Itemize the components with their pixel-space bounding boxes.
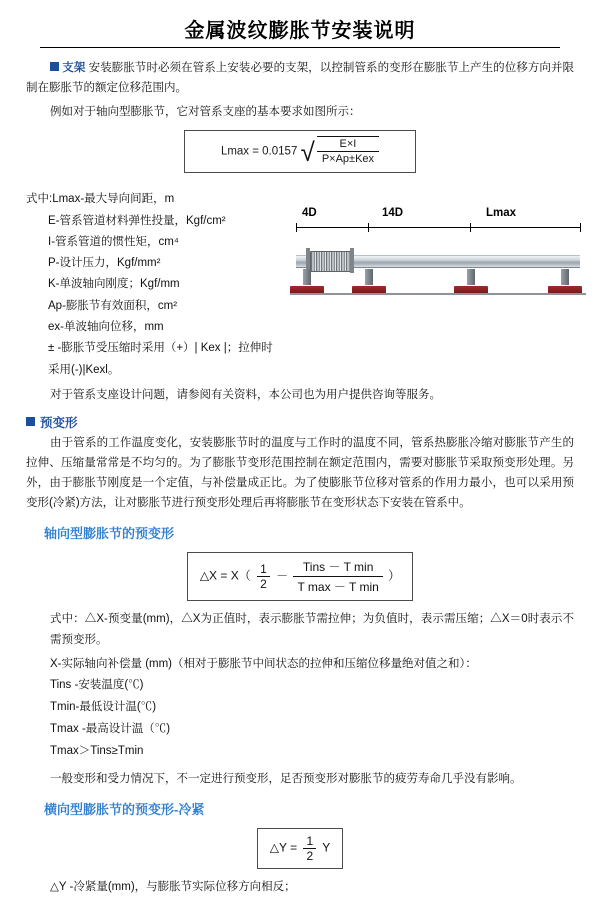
- axial-formula-half: [257, 562, 270, 591]
- legend-row: 式中:Lmax-最大导向间距，m: [26, 193, 175, 206]
- lmax-formula-box: [184, 130, 416, 173]
- axial-note-item: Tins -安装温度(℃): [50, 679, 144, 692]
- axial-half-denominator: 2: [260, 577, 267, 592]
- lmax-formula-lhs: Lmax = 0.0157: [220, 145, 298, 158]
- support-stem: [467, 269, 475, 285]
- axial-note-item: Tmax＞Tins≥Tmin: [50, 745, 144, 758]
- predeform-paragraph: 由于管系的工作温度变化，安装膨胀节时的温度与工作时的温度不同，管系热膨胀冷缩对膨胀节产生的拉伸、压缩量常常是不均匀的。为了膨胀节变形范围控制在额定范围内，需要对膨胀节采取预变形处理。另外，由于膨胀节刚度是一个定值，与补偿量成正比。为了使膨胀节位移对管系的作用力最小，也可以采用预变形(冷紧)方法，让对膨胀节进行预变形处理后再将膨胀节在变形状态下安装在管系中。: [26, 436, 574, 510]
- pipe-support: [454, 269, 488, 295]
- ground-line: [290, 293, 586, 295]
- lmax-formula-fraction: [317, 136, 379, 165]
- lateral-predeform-subhead: 横向型膨胀节的预变形-冷紧: [44, 801, 205, 817]
- axial-formula-box: [187, 552, 413, 601]
- legend-row: E-管系管道材料弹性投量，Kgf/cm²: [48, 214, 226, 227]
- support-stem: [561, 269, 569, 285]
- support-section-heading: 支架: [62, 62, 86, 74]
- axial-temp-numerator: Tins － T min: [293, 558, 382, 577]
- axial-note-item: Tmax -最高设计温（℃): [50, 723, 171, 736]
- legend-row: Ap-膨胀节有效面积，cm²: [48, 299, 178, 312]
- legend-row: ± -膨胀节受压缩时采用（+）| Kex |；拉伸时采用(-)|Kexl。: [48, 342, 273, 376]
- diagram-dimension-lines: [290, 223, 586, 233]
- lmax-formula-radical: [301, 137, 380, 166]
- legend-row: I-管系管道的惯性矩，cm⁴: [48, 235, 179, 248]
- pipe-support: [548, 269, 582, 295]
- pipe-support: [290, 269, 324, 295]
- diagram-label-14d: 14D: [382, 207, 404, 220]
- predeform-heading-label: 预变形: [40, 415, 78, 430]
- axial-formula-lhs: △X = X（: [199, 569, 251, 584]
- axial-half-numerator: 1: [257, 562, 270, 577]
- predeform-section-heading: [26, 413, 574, 431]
- lateral-formula-half: [303, 834, 316, 863]
- lateral-half-denominator: 2: [306, 848, 314, 863]
- dimension-segment: [368, 227, 470, 228]
- document-page: [0, 14, 600, 893]
- lateral-predeform-formula: [26, 828, 574, 869]
- dimension-segment: [470, 227, 580, 228]
- axial-predeform-formula: [26, 552, 574, 601]
- pipe-support-diagram: [290, 207, 586, 303]
- lateral-note: △Y -冷紧量(mm)，与膨胀节实际位移方向相反；: [50, 880, 296, 893]
- axial-closing-note: 一般变形和受力情况下，不一定进行预变形，足否预变形对膨胀节的疲劳寿命几乎没有影响。: [50, 772, 522, 785]
- support-stem: [303, 269, 311, 285]
- support-paragraph-2: 例如对于轴向型膨胀节，它对管系支座的基本要求如图所示：: [50, 106, 361, 119]
- legend-diagram-row: [26, 179, 574, 380]
- axial-formula-temp-fraction: [293, 558, 382, 595]
- lateral-half-numerator: 1: [303, 834, 316, 849]
- axial-temp-denominator: T max － T min: [297, 580, 379, 595]
- consult-note: 对于管系支座设计问题，请参阅有关资料，本公司也为用户提供咨询等服务。: [50, 388, 441, 401]
- document-content: [0, 58, 600, 897]
- title-divider: [40, 47, 560, 48]
- lateral-formula-rhs: Y: [322, 840, 331, 855]
- axial-formula-minus: －: [276, 569, 289, 584]
- radical-icon: √: [300, 136, 315, 167]
- axial-note-main: 式中：△X-预变量(mm)，△X为正值时，表示膨胀节需拉伸；为负值时，表示需压缩；△X＝0时表示不需预变形。: [50, 613, 574, 646]
- diagram-dimension-labels: [290, 207, 586, 223]
- legend-row: P-设计压力，Kgf/mm²: [48, 257, 161, 270]
- page-title: 金属波纹膨胀节安装说明: [184, 20, 416, 42]
- legend-list: [26, 189, 284, 380]
- diagram-label-lmax: Lmax: [486, 207, 517, 220]
- axial-predeform-subhead: 轴向型膨胀节的预变形: [44, 526, 175, 542]
- support-stem: [365, 269, 373, 285]
- axial-note-item: X-实际轴向补偿量 (mm)（相对于膨胀节中间状态的拉伸和压缩位移量绝对值之和）：: [50, 657, 477, 670]
- axial-note-item: Tmin-最低设计温(℃): [50, 701, 157, 714]
- diagram-column: [290, 179, 586, 303]
- axial-formula-rhs: ）: [388, 569, 401, 584]
- blue-square-icon: [26, 417, 35, 426]
- legend-row: K-单波轴向刚度；Kgf/mm: [48, 278, 180, 291]
- lmax-formula-denominator: P×Ap±Kex: [321, 153, 375, 166]
- lateral-formula-lhs: △Y =: [269, 840, 298, 855]
- pipe-support: [352, 269, 386, 295]
- pipe-illustration: [290, 233, 586, 295]
- axial-note-list: [26, 654, 574, 763]
- dimension-tick: [580, 223, 581, 232]
- legend-row: ex-单波轴向位移，mm: [48, 320, 164, 333]
- lmax-formula-numerator: E×I: [317, 138, 379, 152]
- blue-square-icon: [50, 62, 59, 71]
- diagram-label-4d: 4D: [302, 207, 317, 220]
- lateral-formula-box: [257, 828, 344, 869]
- support-paragraph-1-text: 安装膨胀节时必须在管系上安装必要的支架，以控制管系的变形在膨胀节上产生的位移方向并限制在膨胀节的额定位移范围内。: [26, 62, 575, 95]
- dimension-segment: [296, 227, 368, 228]
- support-paragraph-1: [26, 58, 574, 98]
